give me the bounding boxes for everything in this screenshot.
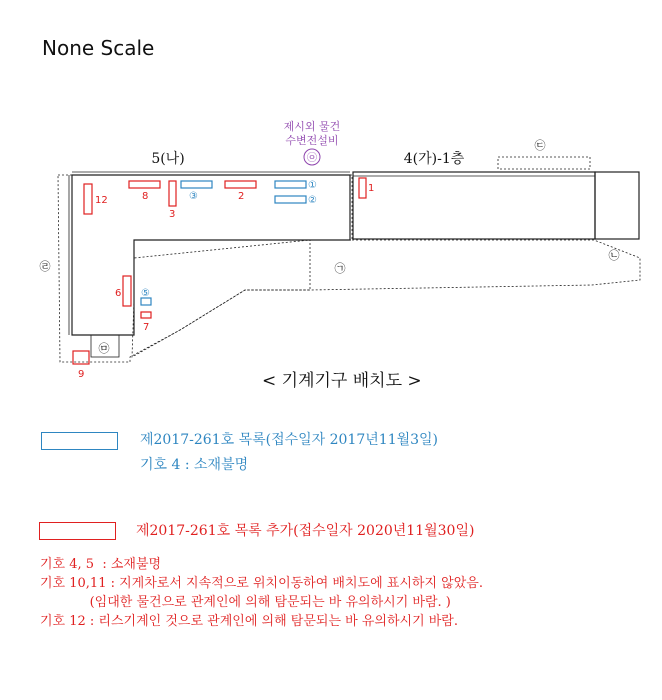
item-8 — [129, 181, 160, 188]
symbol-d: ㉣ — [39, 260, 51, 273]
building-4-ga — [353, 172, 595, 239]
legend-blue-line1: 제2017-261호 목록(접수일자 2017년11월3일) — [140, 432, 439, 448]
label-12: 12 — [95, 195, 108, 206]
item-6 — [123, 276, 131, 306]
area-label-right: 4(가)-1층 — [403, 151, 465, 167]
legend-note-4: 기호 12 : 리스기계인 것으로 관계인에 의해 탐문되는 바 유의하시기 바람. — [40, 614, 459, 629]
item-1 — [359, 178, 366, 198]
label-3: 3 — [169, 209, 176, 220]
item-3 — [169, 181, 176, 206]
label-9: 9 — [78, 369, 85, 380]
label-6: 6 — [115, 288, 122, 299]
label-7: 7 — [143, 322, 150, 333]
purple-label-2: 수변전설비 — [285, 134, 339, 147]
label-2: 2 — [238, 191, 245, 202]
label-8: 8 — [142, 191, 149, 202]
symbol-c: ㉢ — [534, 139, 546, 152]
item-7 — [141, 312, 151, 318]
yard-boundary-right — [310, 240, 640, 290]
legend-red-line1: 제2017-261호 목록 추가(접수일자 2020년11월30일) — [136, 523, 475, 539]
label-c5: ⑤ — [141, 288, 150, 299]
legend-blue-swatch — [41, 432, 118, 450]
label-c3: ③ — [189, 191, 198, 202]
symbol-e: ㉤ — [98, 342, 110, 355]
yard-lower — [132, 240, 310, 357]
item-blue-5 — [141, 298, 151, 305]
purple-symbol: ㉧ — [307, 153, 317, 164]
symbol-a: ㉠ — [334, 262, 346, 275]
legend-note-2: 기호 10,11 : 지게차로서 지속적으로 위치이동하여 배치도에 표시하지 않았음. — [40, 576, 483, 591]
item-12 — [84, 184, 92, 214]
legend-note-1: 기호 4, 5 : 소재불명 — [40, 557, 162, 572]
item-2 — [225, 181, 256, 188]
item-blue-2 — [275, 196, 306, 203]
legend-note-3: (임대한 물건으로 관계인에 의해 탐문되는 바 유의하시기 바람. ) — [40, 595, 451, 610]
item-blue-1 — [275, 181, 306, 188]
diagram-caption: < 기계기구 배치도 > — [262, 371, 422, 391]
legend-blue-line2: 기호 4 : 소재불명 — [140, 457, 249, 473]
label-c2: ② — [308, 195, 317, 206]
legend-red-swatch — [39, 522, 116, 540]
item-blue-3 — [181, 181, 212, 188]
page-title: None Scale — [42, 36, 155, 60]
label-1: 1 — [368, 183, 375, 194]
structure-top — [498, 157, 590, 169]
building-annex-right — [595, 172, 639, 239]
purple-label-1: 제시외 물건 — [283, 120, 341, 133]
label-c1: ① — [308, 180, 317, 191]
area-label-left: 5(나) — [151, 151, 185, 167]
symbol-b: ㉡ — [608, 249, 620, 262]
